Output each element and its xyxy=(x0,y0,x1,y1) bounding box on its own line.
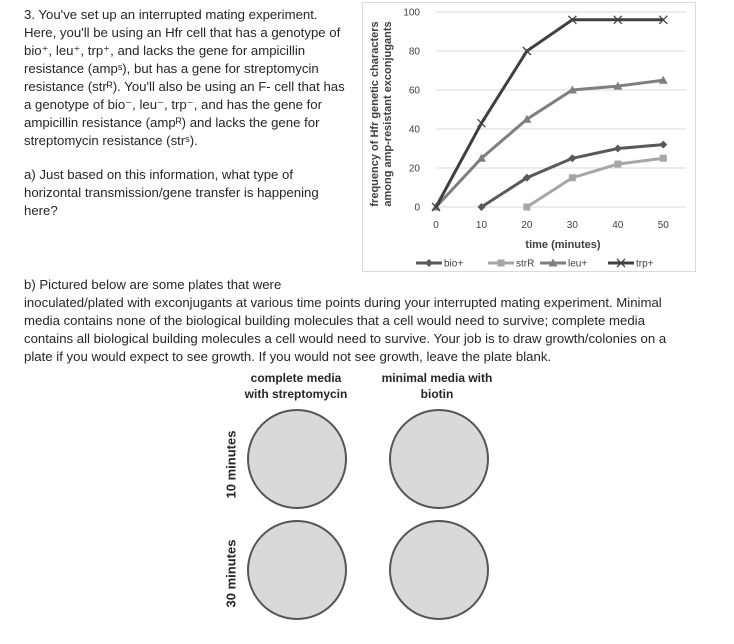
x-axis-title: time (minutes) xyxy=(525,239,601,251)
x-tick-label: 50 xyxy=(657,220,669,231)
question-b-line: plate if you would expect to see growth. If you would not see growth, leave the plate blank. xyxy=(24,349,552,364)
x-tick-label: 10 xyxy=(475,220,488,231)
data-point xyxy=(523,204,530,211)
interrupted-mating-chart xyxy=(362,2,696,272)
plate-10min-complete-media[interactable] xyxy=(247,409,347,509)
column-header-line: minimal media with xyxy=(381,371,493,385)
chart-border xyxy=(363,3,696,272)
question-3-line: bio⁺, leu⁺, trp⁺, and lacks the gene for ampicillin xyxy=(24,43,306,58)
question-a-line: horizontal transmission/gene transfer is happening xyxy=(24,185,319,200)
column-header-line: biotin xyxy=(420,387,454,401)
x-tick-label: 20 xyxy=(521,220,533,231)
question-a-line: a) Just based on this information, what type of xyxy=(24,167,294,182)
y-tick-label: 100 xyxy=(403,7,420,19)
legend-label: bio+ xyxy=(444,258,464,270)
column-header-minimal-media xyxy=(372,370,502,402)
column-header-complete-media xyxy=(236,370,356,402)
x-tick-label: 30 xyxy=(566,220,578,231)
question-3-line: ampicillin resistance (ampᴿ) and lacks the gene for xyxy=(24,115,320,130)
row-label-10-minutes: 10 minutes xyxy=(223,430,239,499)
y-axis-title-line1: frequency of Hfr genetic characters xyxy=(369,21,381,207)
question-b-line: inoculated/plated with exconjugants at various time points during your interrupted mating experiment. Minimal xyxy=(24,295,662,310)
data-point xyxy=(569,174,576,181)
plate-10min-minimal-media[interactable] xyxy=(389,409,489,509)
row-label-30-minutes: 30 minutes xyxy=(223,539,239,608)
line-chart-svg xyxy=(362,2,696,272)
y-tick-label: 0 xyxy=(414,202,420,214)
question-3-line: resistance (strᴿ). You'll also be using an F- cell that has xyxy=(24,79,345,94)
question-b-text xyxy=(24,276,714,366)
y-tick-label: 60 xyxy=(408,85,420,97)
legend-label: leu+ xyxy=(568,258,588,270)
plate-30min-minimal-media[interactable] xyxy=(389,520,489,620)
y-axis-title-line2: among amp-resistant exconjugants xyxy=(382,21,394,207)
question-b-line: b) Pictured below are some plates that were xyxy=(24,277,282,292)
plate-30min-complete-media[interactable] xyxy=(247,520,347,620)
question-3-line: resistance (ampˢ), but has a gene for streptomycin xyxy=(24,61,319,76)
y-tick-label: 80 xyxy=(408,46,420,58)
data-point xyxy=(614,161,621,168)
question-3-text xyxy=(24,6,360,150)
question-a-text xyxy=(24,166,360,220)
question-3-line: Here, you'll be using an Hfr cell that has a genotype of xyxy=(24,25,341,40)
legend-label: trp+ xyxy=(636,258,654,270)
legend-label: strR xyxy=(516,258,535,270)
question-3-line: a genotype of bio⁻, leu⁻, trp⁻, and has the gene for xyxy=(24,97,323,112)
x-tick-label: 0 xyxy=(433,220,439,231)
y-tick-label: 40 xyxy=(408,124,420,136)
question-3-line: 3. You've set up an interrupted mating experiment. xyxy=(24,7,318,22)
y-tick-label: 20 xyxy=(408,163,420,175)
question-b-line: contains all biological building molecules a cell would need to survive. Your job is to draw growth/colonies on a xyxy=(24,331,667,346)
legend-marker xyxy=(498,260,505,267)
question-3-line: streptomycin resistance (strˢ). xyxy=(24,133,198,148)
column-header-line: complete media xyxy=(250,371,342,385)
column-header-line: with streptomycin xyxy=(244,387,348,401)
x-tick-label: 40 xyxy=(612,220,624,231)
data-point xyxy=(660,155,667,162)
question-b-line: media contains none of the biological building molecules that a cell would need to survive; complete media xyxy=(24,313,645,328)
question-a-line: here? xyxy=(24,203,58,218)
